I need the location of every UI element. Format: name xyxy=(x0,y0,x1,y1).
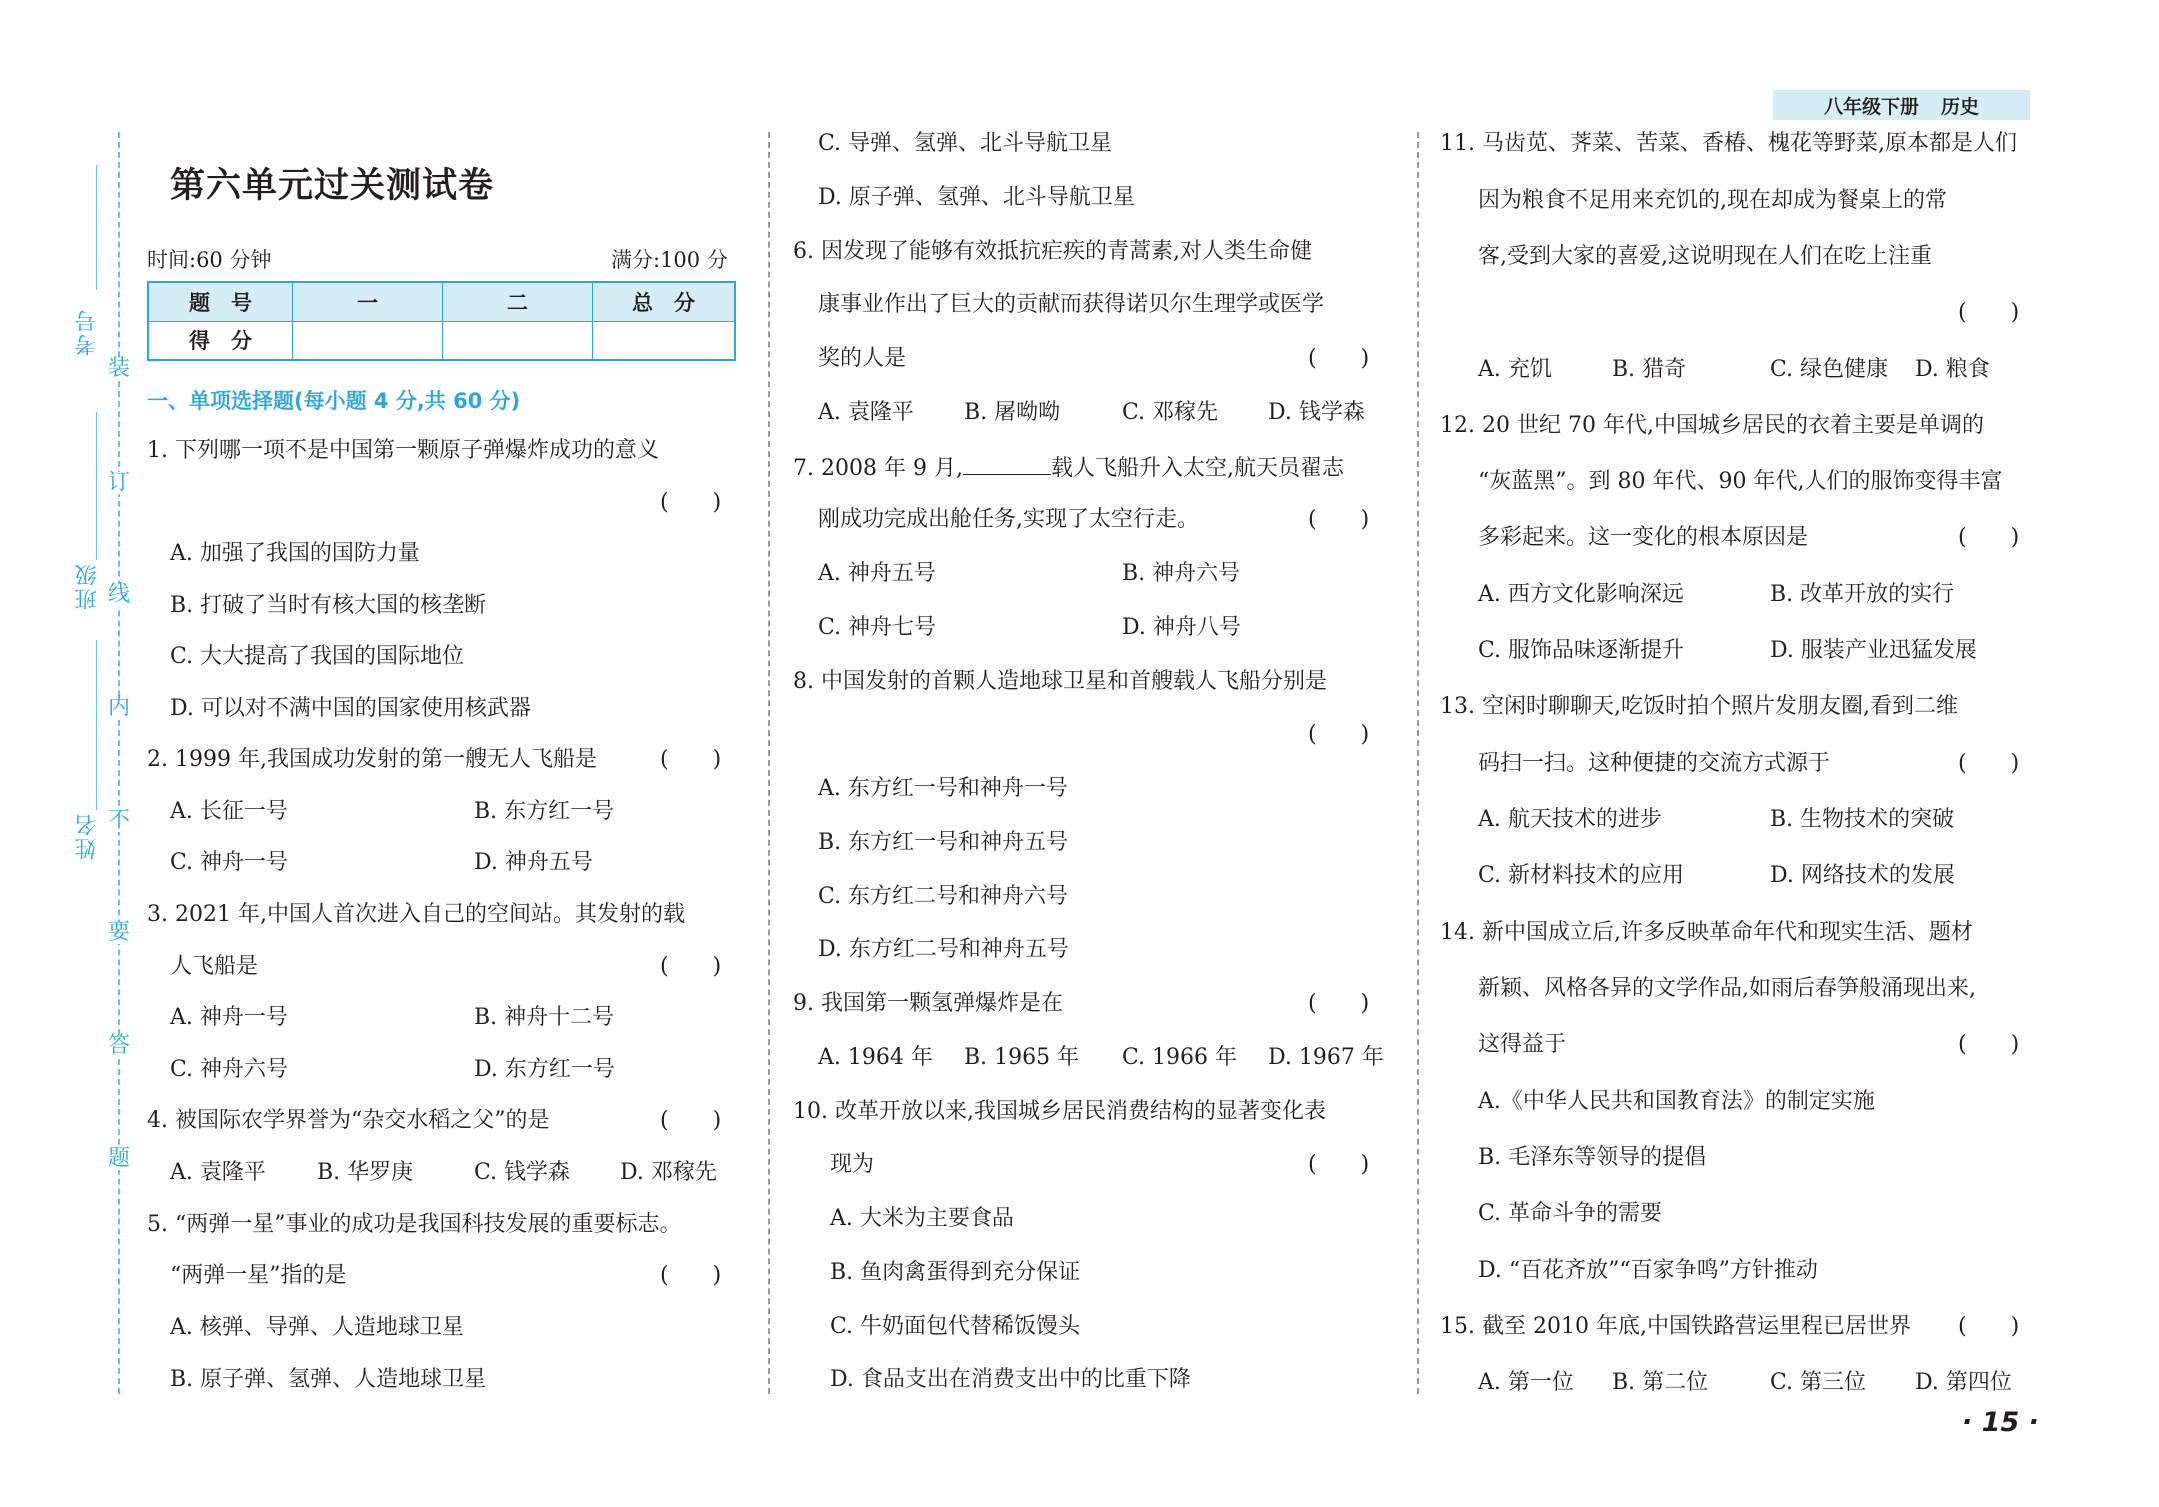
binding-char-6: 要 xyxy=(104,922,134,944)
q5-option-d: D. 原子弹、氢弹、北斗导航卫星 xyxy=(818,185,1135,210)
q14-stem-line3: 这得益于 xyxy=(1478,1032,1567,1057)
q3-answer-paren[interactable]: ( ) xyxy=(660,954,722,979)
score-table xyxy=(147,281,736,361)
time-limit: 时间:60 分钟 xyxy=(147,248,272,272)
q11-option-a: A. 充饥 xyxy=(1478,357,1552,382)
q5-option-b: B. 原子弹、氢弹、人造地球卫星 xyxy=(170,1367,487,1392)
page-title: 第六单元过关测试卷 xyxy=(170,166,495,206)
q1-answer-paren[interactable]: ( ) xyxy=(660,490,722,515)
q2-option-c: C. 神舟一号 xyxy=(170,850,289,875)
q13-option-c: C. 新材料技术的应用 xyxy=(1478,863,1685,888)
q5-answer-paren[interactable]: ( ) xyxy=(660,1263,722,1288)
q6-option-a: A. 袁隆平 xyxy=(818,400,914,425)
binding-label-class: 班级 xyxy=(75,562,100,610)
q9-option-b: B. 1965 年 xyxy=(964,1045,1080,1070)
q5-option-a: A. 核弹、导弹、人造地球卫星 xyxy=(170,1315,464,1340)
q12-answer-paren[interactable]: ( ) xyxy=(1958,525,2020,550)
q2-answer-paren[interactable]: ( ) xyxy=(660,747,722,772)
q7-option-a: A. 神舟五号 xyxy=(818,561,936,586)
q10-option-b: B. 鱼肉禽蛋得到充分保证 xyxy=(830,1260,1081,1285)
q8-option-a: A. 东方红一号和神舟一号 xyxy=(818,776,1068,801)
q7-answer-paren[interactable]: ( ) xyxy=(1308,507,1370,532)
q13-stem-line2: 码扫一扫。这种便捷的交流方式源于 xyxy=(1478,751,1831,776)
q15-option-c: C. 第三位 xyxy=(1770,1370,1867,1395)
full-score: 满分:100 分 xyxy=(611,248,728,272)
binding-char-3: 线 xyxy=(104,584,134,606)
q14-answer-paren[interactable]: ( ) xyxy=(1958,1032,2020,1057)
q10-option-a: A. 大米为主要食品 xyxy=(830,1206,1014,1231)
q10-stem-line2: 现为 xyxy=(830,1152,875,1177)
q11-option-d: D. 粮食 xyxy=(1915,357,1990,382)
q7-option-b: B. 神舟六号 xyxy=(1122,561,1241,586)
q13-option-d: D. 网络技术的发展 xyxy=(1770,863,1955,888)
q3-option-a: A. 神舟一号 xyxy=(170,1005,288,1030)
q12-stem-line3: 多彩起来。这一变化的根本原因是 xyxy=(1478,525,1809,550)
q14-option-d: D. “百花齐放”“百家争鸣”方针推动 xyxy=(1478,1258,1818,1283)
q6-answer-paren[interactable]: ( ) xyxy=(1308,346,1370,371)
q10-option-c: C. 牛奶面包代替稀饭馒头 xyxy=(830,1314,1081,1339)
q4-stem: 4. 被国际农学界誉为“杂交水稻之父”的是 xyxy=(147,1108,550,1133)
score-input-part1[interactable] xyxy=(293,321,443,360)
q15-option-b: B. 第二位 xyxy=(1612,1370,1709,1395)
q8-option-b: B. 东方红一号和神舟五号 xyxy=(818,830,1069,855)
q7-option-c: C. 神舟七号 xyxy=(818,615,937,640)
binding-char-7: 答 xyxy=(104,1035,134,1057)
q1-option-c: C. 大大提高了我国的国际地位 xyxy=(170,644,465,669)
q9-option-d: D. 1967 年 xyxy=(1268,1045,1384,1070)
score-input-part2[interactable] xyxy=(443,321,593,360)
q4-answer-paren[interactable]: ( ) xyxy=(660,1108,722,1133)
q5-stem-line1: 5. “两弹一星”事业的成功是我国科技发展的重要标志。 xyxy=(147,1212,682,1237)
q3-stem-line1: 3. 2021 年,中国人首次进入自己的空间站。其发射的载 xyxy=(147,902,685,927)
q13-option-b: B. 生物技术的突破 xyxy=(1770,807,1955,832)
q7-stem-part1: 7. 2008 年 9 月, xyxy=(793,456,963,481)
q12-option-a: A. 西方文化影响深远 xyxy=(1478,582,1684,607)
binding-dotted-line xyxy=(118,132,120,1394)
score-cell-part2: 二 xyxy=(443,282,593,321)
q7-stem-line2: 刚成功完成出舱任务,实现了太空行走。 xyxy=(818,507,1199,532)
q5-stem-line2: “两弹一星”指的是 xyxy=(170,1263,347,1288)
binding-label-name: 姓名 xyxy=(75,812,100,860)
q12-stem-line1: 12. 20 世纪 70 年代,中国城乡居民的衣着主要是单调的 xyxy=(1440,413,1984,438)
q7-option-d: D. 神舟八号 xyxy=(1122,615,1241,640)
q14-option-b: B. 毛泽东等领导的提倡 xyxy=(1478,1145,1707,1170)
q8-option-d: D. 东方红二号和神舟五号 xyxy=(818,937,1069,962)
q15-option-d: D. 第四位 xyxy=(1915,1370,2012,1395)
page-number: · 15 · xyxy=(1962,1407,2039,1438)
q11-option-b: B. 猎奇 xyxy=(1612,357,1687,382)
binding-char-5: 不 xyxy=(104,810,134,832)
q12-option-c: C. 服饰品味逐渐提升 xyxy=(1478,638,1685,663)
q7-stem-line1 xyxy=(793,454,1344,482)
score-cell-part1: 一 xyxy=(293,282,443,321)
q8-option-c: C. 东方红二号和神舟六号 xyxy=(818,884,1069,909)
q9-answer-paren[interactable]: ( ) xyxy=(1308,991,1370,1016)
column-divider-2 xyxy=(1417,132,1419,1394)
q13-option-a: A. 航天技术的进步 xyxy=(1478,807,1662,832)
q2-stem: 2. 1999 年,我国成功发射的第一艘无人飞船是 xyxy=(147,747,597,772)
q11-option-c: C. 绿色健康 xyxy=(1770,357,1889,382)
score-row-label: 得 分 xyxy=(148,321,293,360)
binding-char-2: 订 xyxy=(104,472,134,494)
q6-option-c: C. 邓稼先 xyxy=(1122,400,1219,425)
q12-stem-line2: “灰蓝黑”。到 80 年代、90 年代,人们的服饰变得丰富 xyxy=(1478,469,2003,494)
binding-char-4: 内 xyxy=(104,697,134,719)
binding-line-2 xyxy=(96,412,97,560)
q9-option-a: A. 1964 年 xyxy=(818,1045,933,1070)
q10-option-d: D. 食品支出在消费支出中的比重下降 xyxy=(830,1367,1191,1392)
q7-stem-part2: 载人飞船升入太空,航天员翟志 xyxy=(1050,456,1344,481)
q1-option-a: A. 加强了我国的国防力量 xyxy=(170,541,420,566)
q11-stem-line2: 因为粮食不足用来充饥的,现在却成为餐桌上的常 xyxy=(1478,188,1947,213)
q6-option-b: B. 屠呦呦 xyxy=(964,400,1061,425)
q3-stem-line2: 人飞船是 xyxy=(170,954,259,979)
score-cell-total: 总 分 xyxy=(593,282,736,321)
q4-option-c: C. 钱学森 xyxy=(474,1160,571,1185)
header-subject: 历史 xyxy=(1941,95,1980,118)
q10-answer-paren[interactable]: ( ) xyxy=(1308,1152,1370,1177)
q15-answer-paren[interactable]: ( ) xyxy=(1958,1314,2020,1339)
section-heading: 一、单项选择题(每小题 4 分,共 60 分) xyxy=(147,389,521,413)
q11-stem-line3: 客,受到大家的喜爱,这说明现在人们在吃上注重 xyxy=(1478,244,1932,269)
q4-option-b: B. 华罗庚 xyxy=(317,1160,414,1185)
q3-option-b: B. 神舟十二号 xyxy=(474,1005,615,1030)
score-table-score-row xyxy=(148,321,735,360)
q4-option-d: D. 邓稼先 xyxy=(620,1160,717,1185)
q6-stem-line2: 康事业作出了巨大的贡献而获得诺贝尔生理学或医学 xyxy=(818,292,1325,317)
q9-stem: 9. 我国第一颗氢弹爆炸是在 xyxy=(793,991,1063,1016)
score-input-total[interactable] xyxy=(593,321,736,360)
binding-label-exam-no: 考号 xyxy=(75,308,100,356)
q9-option-c: C. 1966 年 xyxy=(1122,1045,1238,1070)
score-cell-label: 题 号 xyxy=(148,282,293,321)
q13-stem-line1: 13. 空闲时聊聊天,吃饭时拍个照片发朋友圈,看到二维 xyxy=(1440,694,1958,719)
q12-option-b: B. 改革开放的实行 xyxy=(1770,582,1955,607)
header-badge xyxy=(1773,90,2030,120)
q2-option-a: A. 长征一号 xyxy=(170,799,288,824)
q2-option-d: D. 神舟五号 xyxy=(474,850,593,875)
q7-fill-blank[interactable] xyxy=(963,454,1051,475)
q10-stem-line1: 10. 改革开放以来,我国城乡居民消费结构的显著变化表 xyxy=(793,1099,1326,1124)
q11-stem-line1: 11. 马齿苋、荠菜、苦菜、香椿、槐花等野菜,原本都是人们 xyxy=(1440,131,2017,156)
q8-stem: 8. 中国发射的首颗人造地球卫星和首艘载人飞船分别是 xyxy=(793,669,1327,694)
q12-option-d: D. 服装产业迅猛发展 xyxy=(1770,638,1977,663)
binding-char-1: 装 xyxy=(104,358,134,380)
score-table-header-row xyxy=(148,282,735,321)
q3-option-d: D. 东方红一号 xyxy=(474,1057,615,1082)
q1-option-d: D. 可以对不满中国的国家使用核武器 xyxy=(170,696,531,721)
q14-option-a: A.《中华人民共和国教育法》的制定实施 xyxy=(1478,1089,1875,1114)
q1-stem: 1. 下列哪一项不是中国第一颗原子弹爆炸成功的意义 xyxy=(147,438,659,463)
q15-stem: 15. 截至 2010 年底,中国铁路营运里程已居世界 xyxy=(1440,1314,1911,1339)
q2-option-b: B. 东方红一号 xyxy=(474,799,615,824)
q13-answer-paren[interactable]: ( ) xyxy=(1958,751,2020,776)
q6-stem-line1: 6. 因发现了能够有效抵抗疟疾的青蒿素,对人类生命健 xyxy=(793,239,1312,264)
q6-stem-line3: 奖的人是 xyxy=(818,346,907,371)
binding-line-1 xyxy=(96,165,97,290)
q15-option-a: A. 第一位 xyxy=(1478,1370,1574,1395)
binding-line-3 xyxy=(96,640,97,810)
header-grade: 八年级下册 xyxy=(1823,95,1919,118)
q5-option-c: C. 导弹、氢弹、北斗导航卫星 xyxy=(818,131,1113,156)
q6-option-d: D. 钱学森 xyxy=(1268,400,1365,425)
q4-option-a: A. 袁隆平 xyxy=(170,1160,266,1185)
q11-answer-paren[interactable]: ( ) xyxy=(1958,300,2020,325)
q8-answer-paren[interactable]: ( ) xyxy=(1308,722,1370,747)
q3-option-c: C. 神舟六号 xyxy=(170,1057,289,1082)
q14-option-c: C. 革命斗争的需要 xyxy=(1478,1201,1663,1226)
q14-stem-line1: 14. 新中国成立后,许多反映革命年代和现实生活、题材 xyxy=(1440,920,1973,945)
q1-option-b: B. 打破了当时有核大国的核垄断 xyxy=(170,593,487,618)
column-divider-1 xyxy=(768,132,770,1394)
binding-char-8: 题 xyxy=(104,1148,134,1170)
q14-stem-line2: 新颖、风格各异的文学作品,如雨后春笋般涌现出来, xyxy=(1478,976,1976,1001)
